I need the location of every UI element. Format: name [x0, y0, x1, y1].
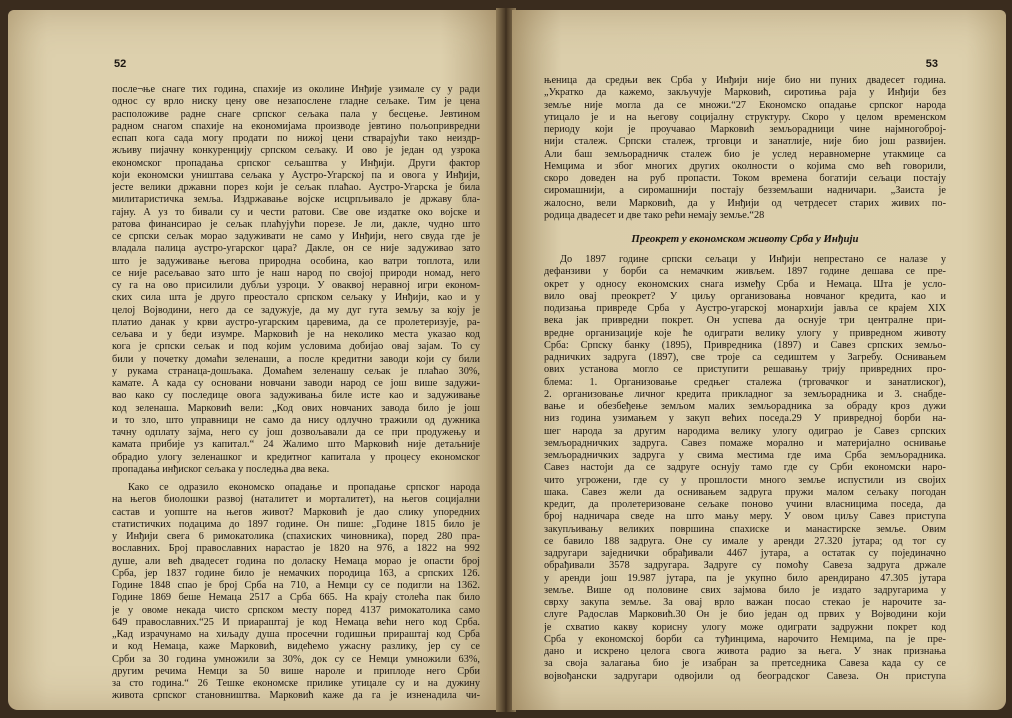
text-line: целој Војводини, него да се задужује, да му дуг гута земљу за коју је — [112, 304, 480, 316]
right-page-body — [544, 75, 946, 683]
text-line: владала палица аустро-угарског цара? Дакле, он се није задуживао зато — [112, 243, 480, 255]
text-line: кога је српски сељак и под којим условима добијао овај зајам. То су — [112, 341, 480, 353]
text-line: вило овај преокрет? У циљу организовања новчаног кредита, као и — [544, 290, 946, 302]
text-line: се српски сељак морао задуживати не само у Инђији, него свуда где је — [112, 231, 480, 242]
text-line: шег народа за другим народима велику улогу одиграо је Савез српских — [544, 425, 946, 437]
text-line: код зеленаша. Марковић вели: „Код ових новчаних завода било је још — [112, 402, 480, 414]
text-line: Срби за 30 година умножили за 30%, док су се Немци умножили 63%, — [112, 653, 480, 665]
text-line: 649 православних.“25 И приараштај је код Немаца већи него код Срба. — [112, 616, 480, 628]
text-line: статистичких подацима до 1897 године. Он пише: „Године 1815 било је — [112, 518, 480, 530]
text-line: обрадио улогу зеленашког и кредитног капитала у процесу економског — [112, 451, 480, 463]
text-line: јесте велики државни порез који је сељак плаћао. Аустро-Угарска је била — [112, 182, 480, 193]
text-line: после¬ње снаге тих година, спахије из околине Инђије узимале су у ради — [112, 84, 480, 95]
text-line: Године 1848 спао је број Срба на 710, а Немци су се подигли на 1362. — [112, 580, 480, 591]
text-line: број надничара сведе на што мању меру. У овом циљу Савез приступа — [544, 511, 946, 523]
text-line: камата прибије уз капитал.“ 24 Жалимо што Марковић није детаљније — [112, 439, 480, 451]
text-line: родица двадесет и две тако рећи немају земље.“28 — [544, 209, 765, 221]
text-line: обрађивали 3578 задругара. Задруге су помоћу Савеза задруга држале — [544, 560, 946, 572]
text-line: дано и искрено целога свога живота радио за њега. У знак признања — [544, 646, 946, 657]
text-line: њеница да средњи век Срба у Инђији није био ни пуних двадесет година. — [544, 75, 946, 86]
text-line: живота српског становништва. Марковић каже да га је изненадила чи- — [112, 690, 480, 702]
right-page — [512, 10, 1006, 710]
text-line: платио данак у крви аустро-угарским царевима, да се пролетеризује, ра- — [112, 316, 480, 328]
text-line: века јак привредни покрет. Он успева да оснује три централне при- — [544, 315, 946, 327]
text-line: се бавило 188 задруга. Оне су имале у аренди 27.320 јутара; од тог су — [544, 535, 946, 547]
text-line: вао како су последице овога задуживања биле исте као и задуживање — [112, 390, 480, 402]
text-line: гајну. А уз то бивали су и чести ратови. Све ове издатке око војске и — [112, 206, 480, 218]
text-line: милитаристичка земља. Издржавање војске исцрпљивало је државу бла- — [112, 194, 480, 206]
text-line: земље. Више од половине свих зајмова било је издато задругарима у — [544, 584, 946, 596]
text-line: ских сила шта је друго преостало српском сељаку у Инђији, као и у — [112, 292, 480, 304]
text-line: блема: 1. Организовање средњег сталежа (трговачког и занатлиског), — [544, 376, 946, 388]
text-line: задругари заједнички обрађивали 4467 јутара, а остатак су појединачно — [544, 548, 946, 559]
text-line: скоро доведен на руб пропасти. Током времена богатији сељаци постају — [544, 173, 946, 184]
text-line: вање и обезбеђење земљом малих земљорадника за обраду кроз дужи — [544, 401, 946, 412]
text-line: састав и уопште на његов живот? Марковић је дао слику упоредних — [112, 506, 480, 518]
text-line: расположиве радне снаге српског сељака пала у бесцење. Јевтином — [112, 108, 480, 120]
text-line: 2. организовање личног кредита прикладног за земљорадника и 3. снабде- — [544, 388, 946, 400]
text-line: Срба: Српску банку (1895), Привредника (1897) и Савез српских земљо- — [544, 339, 946, 351]
text-line: однос су врло ниску цену ове незапослене гладне сељаке. Тим је цена — [112, 96, 480, 108]
text-line: жљиву пијачну конкуренцију српском сељаку. И ово је један од узрока — [112, 145, 480, 157]
text-line: „Укратко да кажемо, закључује Марковић, сиротиња раја у Инђији без — [544, 87, 946, 99]
text-line: вославних. Број православних нарастао је 1820 на 976, а 1822 на 992 — [112, 543, 480, 555]
text-line: земље није могла да се множи.“27 Економско опадање српског народа — [544, 99, 946, 111]
text-line: Савез настоји да се задруге оснују тамо где су Срби економски наро- — [544, 462, 946, 474]
text-line: дефанзиви у борби са немачким живљем. 1897 године дешава се пре- — [544, 266, 946, 278]
text-line: и то зло, што управници не само да нису одлучно тражили од дужника — [112, 414, 480, 426]
left-page — [8, 10, 500, 710]
text-line: који економски уништава сељака у Аустро-Угарској па и овога у Инђији, — [112, 169, 480, 181]
text-line: Срба, јер 1837 године било је немачких породица 163, а српских 126. — [112, 567, 480, 579]
text-line: нији сталеж. Српски сталеж, трговци и занатлије, није био још развијен. — [544, 136, 946, 148]
right-page-number: 53 — [925, 58, 938, 70]
text-line: До 1897 године српски сељаци у Инђији непрестано се налазе у — [560, 254, 946, 265]
text-line: за сто година.“ 26 Тешке економске прилике утицале су и на дужину — [112, 678, 480, 689]
text-line: на његов биолошки развој (наталитет и морталитет), на његов социјални — [112, 494, 480, 506]
text-line: сврху закупа земље. За овај врло важан посао стекао је нарочите за- — [544, 597, 946, 608]
text-line: и код Немаца, каже Марковић, видећемо ужасну разлику, јер су се — [112, 641, 480, 653]
text-line: шака. Савез жели да оснивањем задруга пружи малом сељаку погодан — [544, 486, 946, 498]
section-heading: Преокрет у економском животу Срба у Инђији — [631, 233, 859, 245]
text-line: периоду који је проучавао Марковић земљорадници чине најмногоброј- — [544, 124, 946, 135]
text-line: радном снагом спахије на економијама производе јевтино пољопривредни — [112, 120, 480, 132]
text-line: тачну одплату зајма, него су још дозвољавали да се при продужењу и — [112, 427, 480, 438]
text-line: за своја залагања био је изабран за претседника Савеза када су се — [544, 658, 946, 670]
text-line: војвођански задругари одвојили од београдског Савеза. Он приступа — [544, 670, 946, 682]
text-line: у аренди још 19.987 јутара, па је укупно било арендирано 47.305 јутара — [544, 572, 946, 584]
left-page-body — [112, 84, 480, 703]
text-line: били у почетку домаћи зеленаши, а после кредитни заводи који су били — [112, 353, 480, 365]
text-line: кредит, да пролетеризоване сељаке поново учини власницима поседа, да — [544, 499, 946, 510]
text-line: Али баш земљорадничк сталеж био је услед неравномерне утакмице са — [544, 148, 946, 160]
text-line: Немцима и због многих других околности о којима смо већ говорили, — [544, 160, 946, 172]
text-line: у Инђији свега 6 римокатолика (спахиских чиновника), поред 280 пра- — [112, 531, 480, 542]
text-line: економског пропадања српског сељаштва у Инђији. Други фактор — [112, 157, 480, 169]
text-line: другим речима Немци за 50 више нароле и приплоде него Срби — [112, 665, 480, 677]
text-line: жалосно, вели Марковић, да у Инђији од четрдесет старих живих по- — [544, 197, 946, 209]
text-line: еспап кога сада могу продати по нижој цени стварајући тако неиздр- — [112, 133, 480, 144]
text-line: низ година узимањем у закуп већих поседа.29 У привредној борби на- — [544, 413, 946, 425]
text-line: је схватио какву корисну улогу може одиграти задружни покрет код — [544, 621, 946, 633]
text-line: Године 1869 беше Немаца 2517 а Срба 665. На крају столећа пак било — [112, 592, 480, 604]
text-line: што је задуживање његова природна особина, као ватри топлота, или — [112, 255, 480, 267]
text-line: окрет у односу економских снага између Срба и Немаца. Шта је усло- — [544, 278, 946, 290]
text-line: Срба у економској борби са туђинцима, нарочито Немцима, па је пре- — [544, 633, 946, 645]
text-line: ових установа могло се приступити решавању трију привредних про- — [544, 364, 946, 376]
text-line: Како се одразило економско опадање и пропадање српског народа — [128, 482, 480, 493]
text-line: вредне организације које ће одиграти велику улогу у привредном животу — [544, 327, 946, 339]
text-line: душе, али већ двадесет година по доласку Немаца морао је опасти број — [112, 555, 480, 567]
text-line: „Кад израчунамо на хиљаду душа просечни годишњи прираштај код Срба — [112, 629, 480, 640]
text-line: пропадања инђиског сељака у последња два века. — [112, 463, 330, 475]
text-line: у рукама странаца-дошљака. Домаћем зеленашу сељак је плаћао 30%, — [112, 365, 480, 377]
text-line: радничких задруга (1897), све троје са седиштем у Загребу. Оснивањем — [544, 352, 946, 363]
text-line: је у овоме некада чисто српском месту поред 4137 римокатолика само — [112, 604, 480, 616]
text-line: сиромашнији, а сиромашнији постају безземљаши надничари. „Заиста је — [544, 185, 946, 197]
text-line: сељава и у беди изумре. Марковић је на неколико места указао код — [112, 329, 480, 340]
text-line: земљорадничких задруга. Савез помаже морално и материјално оснивање — [544, 437, 946, 449]
text-line: утицало је и на његову социјалну структуру. Скоро у целом временском — [544, 111, 946, 123]
text-line: ратова финансирао је сељак плаћујући порезе. Је ли, дакле, чудно што — [112, 218, 480, 230]
text-line: слуге Радослав Марковић.30 Он је био један од првих у Војводини који — [544, 609, 946, 621]
text-line: камате. А када су основани новчани заводи народ се још више задужи- — [112, 378, 480, 389]
text-line: су га на ово присилили дубљи узроци. У оваквој неравној игри економ- — [112, 280, 480, 291]
text-line: чито угрожени, где су у прошлости много земље испустили из својих — [544, 474, 946, 486]
text-line: подизања привреде Срба у Аустро-угарској монархији јавља се крајем XIX — [544, 303, 946, 314]
text-line: се није расељавао зато што је наш народ по својој природи номад, него — [112, 267, 480, 279]
text-line: земљорадничких задруга у свима местима где има Срба земљорадника. — [544, 450, 946, 461]
left-page-number: 52 — [114, 58, 127, 70]
text-line: закупљивању великих површина спахиске и манастирске земље. Овим — [544, 523, 946, 535]
